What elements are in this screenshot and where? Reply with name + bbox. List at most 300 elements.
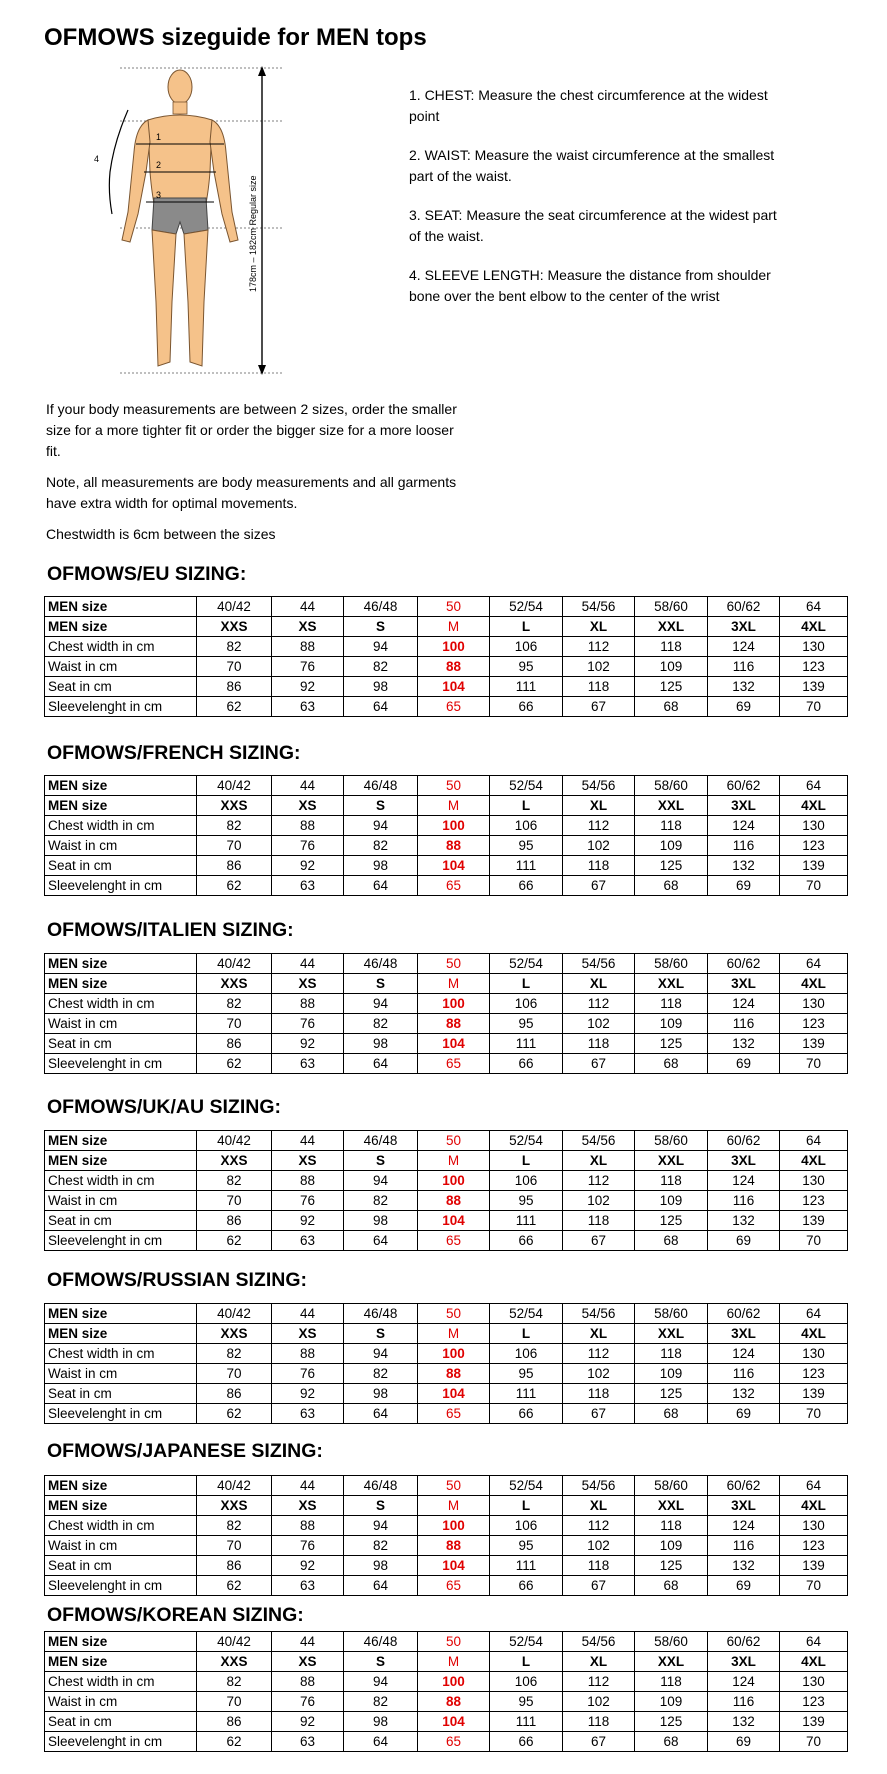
table-cell: 82 — [197, 1344, 272, 1364]
table-row — [45, 796, 848, 816]
table-row — [45, 697, 848, 717]
row-label: MEN size — [45, 1476, 197, 1496]
figure-label-1: 1 — [156, 132, 162, 142]
table-cell: 46/48 — [344, 776, 418, 796]
table-cell: 86 — [197, 1556, 272, 1576]
table-row — [45, 1536, 848, 1556]
table-cell: XXL — [635, 1151, 708, 1171]
row-label: MEN size — [45, 1496, 197, 1516]
table-cell: 60/62 — [708, 1304, 780, 1324]
table-cell: 63 — [272, 1732, 344, 1752]
table-cell: 62 — [197, 1576, 272, 1596]
table-cell: XXS — [197, 617, 272, 637]
table-cell: 132 — [708, 856, 780, 876]
table-cell: 40/42 — [197, 776, 272, 796]
row-label: Sleevelenght in cm — [45, 1054, 197, 1074]
table-cell: 64 — [344, 876, 418, 896]
table-cell: 95 — [490, 1191, 563, 1211]
table-cell: 100 — [418, 1344, 490, 1364]
table-cell: 92 — [272, 1556, 344, 1576]
table-cell: XXS — [197, 1324, 272, 1344]
table-cell: 76 — [272, 1014, 344, 1034]
table-cell: 70 — [197, 1014, 272, 1034]
table-row — [45, 1211, 848, 1231]
table-cell: S — [344, 796, 418, 816]
table-cell: 52/54 — [490, 597, 563, 617]
instruction-waist: 2. WAIST: Measure the waist circumference at the smallest part of the waist. — [409, 147, 775, 184]
table-cell: 70 — [780, 1054, 848, 1074]
table-row — [45, 1344, 848, 1364]
table-cell: 106 — [490, 1171, 563, 1191]
table-cell: 68 — [635, 876, 708, 896]
table-cell: XS — [272, 796, 344, 816]
table-cell: 62 — [197, 1231, 272, 1251]
table-cell: 100 — [418, 1672, 490, 1692]
table-cell: 64 — [780, 597, 848, 617]
table-cell: 112 — [563, 1171, 635, 1191]
table-cell: 64 — [344, 1054, 418, 1074]
table-cell: 111 — [490, 1384, 563, 1404]
row-label: MEN size — [45, 974, 197, 994]
section-title: OFMOWS/RUSSIAN SIZING: — [47, 1269, 307, 1291]
table-cell: L — [490, 1324, 563, 1344]
table-cell: 46/48 — [344, 1632, 418, 1652]
table-cell: 4XL — [780, 1151, 848, 1171]
table-cell: 86 — [197, 1211, 272, 1231]
table-cell: 76 — [272, 1536, 344, 1556]
table-cell: 86 — [197, 1384, 272, 1404]
table-cell: 124 — [708, 816, 780, 836]
instruction-sleeve: 4. SLEEVE LENGTH: Measure the distance from shoulder bone over the bent elbow to the center of the wrist — [409, 267, 771, 304]
table-cell: 125 — [635, 1034, 708, 1054]
table-cell: 112 — [563, 1672, 635, 1692]
table-cell: XXL — [635, 1496, 708, 1516]
table-cell: 66 — [490, 697, 563, 717]
table-cell: S — [344, 1324, 418, 1344]
table-cell: 82 — [344, 1692, 418, 1712]
table-cell: 44 — [272, 1476, 344, 1496]
row-label: Chest width in cm — [45, 1516, 197, 1536]
table-cell: 54/56 — [563, 1476, 635, 1496]
table-cell: 116 — [708, 1364, 780, 1384]
size-table — [44, 953, 848, 1074]
table-cell: 106 — [490, 816, 563, 836]
table-cell: XL — [563, 796, 635, 816]
table-cell: 69 — [708, 1054, 780, 1074]
table-cell: 132 — [708, 1211, 780, 1231]
size-table — [44, 1475, 848, 1596]
table-cell: 67 — [563, 1054, 635, 1074]
table-cell: 63 — [272, 1054, 344, 1074]
table-row — [45, 657, 848, 677]
table-cell: 118 — [563, 677, 635, 697]
table-cell: 123 — [780, 836, 848, 856]
table-cell: 95 — [490, 1364, 563, 1384]
table-row — [45, 597, 848, 617]
table-cell: 132 — [708, 1384, 780, 1404]
row-label: Sleevelenght in cm — [45, 1404, 197, 1424]
table-cell: 88 — [418, 1014, 490, 1034]
table-cell: 118 — [563, 1384, 635, 1404]
table-cell: 123 — [780, 1692, 848, 1712]
table-cell: 104 — [418, 856, 490, 876]
table-cell: 68 — [635, 1231, 708, 1251]
table-cell: 76 — [272, 1692, 344, 1712]
table-cell: 68 — [635, 1054, 708, 1074]
table-cell: 3XL — [708, 617, 780, 637]
table-cell: 63 — [272, 1231, 344, 1251]
table-row — [45, 974, 848, 994]
table-row — [45, 1576, 848, 1596]
table-cell: 44 — [272, 597, 344, 617]
size-table — [44, 1303, 848, 1424]
table-cell: 65 — [418, 876, 490, 896]
row-label: Seat in cm — [45, 856, 197, 876]
table-cell: 54/56 — [563, 776, 635, 796]
table-cell: 68 — [635, 1732, 708, 1752]
table-cell: 125 — [635, 1712, 708, 1732]
table-cell: 102 — [563, 836, 635, 856]
table-cell: 124 — [708, 1516, 780, 1536]
row-label: Sleevelenght in cm — [45, 1576, 197, 1596]
size-table — [44, 596, 848, 717]
table-cell: 109 — [635, 836, 708, 856]
table-cell: 60/62 — [708, 1476, 780, 1496]
row-label: Waist in cm — [45, 1692, 197, 1712]
table-cell: 116 — [708, 657, 780, 677]
table-cell: 50 — [418, 776, 490, 796]
table-cell: 58/60 — [635, 1304, 708, 1324]
table-cell: 67 — [563, 1732, 635, 1752]
table-cell: 132 — [708, 677, 780, 697]
table-cell: 65 — [418, 1732, 490, 1752]
table-cell: 82 — [344, 836, 418, 856]
table-cell: 76 — [272, 657, 344, 677]
table-cell: 64 — [780, 1476, 848, 1496]
table-cell: 69 — [708, 1576, 780, 1596]
table-cell: 95 — [490, 657, 563, 677]
table-cell: 130 — [780, 1516, 848, 1536]
table-row — [45, 1632, 848, 1652]
table-cell: 139 — [780, 1712, 848, 1732]
table-cell: XL — [563, 974, 635, 994]
figure-label-2: 2 — [156, 160, 162, 170]
table-cell: 98 — [344, 1211, 418, 1231]
table-cell: 112 — [563, 637, 635, 657]
row-label: MEN size — [45, 1324, 197, 1344]
table-row — [45, 1384, 848, 1404]
row-label: MEN size — [45, 1632, 197, 1652]
row-label: Waist in cm — [45, 1014, 197, 1034]
table-cell: 63 — [272, 1576, 344, 1596]
table-cell: XXS — [197, 1496, 272, 1516]
table-cell: 102 — [563, 1014, 635, 1034]
table-cell: 54/56 — [563, 1632, 635, 1652]
table-cell: 98 — [344, 677, 418, 697]
table-cell: 116 — [708, 1191, 780, 1211]
table-cell: 76 — [272, 1364, 344, 1384]
table-cell: 98 — [344, 1034, 418, 1054]
table-cell: 109 — [635, 1191, 708, 1211]
table-cell: 88 — [418, 1364, 490, 1384]
table-row — [45, 1692, 848, 1712]
table-cell: 132 — [708, 1556, 780, 1576]
row-label: Waist in cm — [45, 1191, 197, 1211]
table-cell: 100 — [418, 1171, 490, 1191]
table-cell: 112 — [563, 1516, 635, 1536]
row-label: Waist in cm — [45, 657, 197, 677]
table-row — [45, 1171, 848, 1191]
table-cell: 118 — [635, 1171, 708, 1191]
table-cell: 98 — [344, 1712, 418, 1732]
table-cell: 4XL — [780, 1496, 848, 1516]
row-label: MEN size — [45, 1131, 197, 1151]
table-cell: 4XL — [780, 1652, 848, 1672]
table-cell: 46/48 — [344, 597, 418, 617]
table-cell: 46/48 — [344, 954, 418, 974]
table-row — [45, 1304, 848, 1324]
table-cell: 125 — [635, 1384, 708, 1404]
table-cell: 102 — [563, 1191, 635, 1211]
table-cell: 104 — [418, 1211, 490, 1231]
table-cell: 64 — [344, 1732, 418, 1752]
table-cell: 4XL — [780, 796, 848, 816]
table-cell: 111 — [490, 1211, 563, 1231]
table-cell: 82 — [344, 1364, 418, 1384]
instruction-seat: 3. SEAT: Measure the seat circumference at the widest part of the waist. — [409, 207, 777, 244]
table-cell: 106 — [490, 1344, 563, 1364]
section-title: OFMOWS/ITALIEN SIZING: — [47, 919, 294, 941]
table-cell: M — [418, 1151, 490, 1171]
table-cell: 102 — [563, 1364, 635, 1384]
table-cell: 54/56 — [563, 1304, 635, 1324]
table-cell: 66 — [490, 1231, 563, 1251]
table-cell: 94 — [344, 637, 418, 657]
row-label: Chest width in cm — [45, 637, 197, 657]
table-cell: 3XL — [708, 1324, 780, 1344]
table-cell: 3XL — [708, 796, 780, 816]
section-title: OFMOWS/KOREAN SIZING: — [47, 1604, 304, 1626]
table-row — [45, 1054, 848, 1074]
table-cell: M — [418, 1324, 490, 1344]
table-row — [45, 1364, 848, 1384]
table-cell: XXL — [635, 1652, 708, 1672]
table-cell: 44 — [272, 954, 344, 974]
table-cell: 123 — [780, 1536, 848, 1556]
table-cell: 40/42 — [197, 1632, 272, 1652]
table-cell: 58/60 — [635, 1131, 708, 1151]
table-row — [45, 836, 848, 856]
table-cell: 4XL — [780, 617, 848, 637]
figure-label-4: 4 — [94, 154, 100, 164]
table-cell: S — [344, 617, 418, 637]
table-cell: 70 — [780, 876, 848, 896]
note-between-sizes: If your body measurements are between 2 sizes, order the smaller size for a more tighter fit or order the bigger size for a more looser fit. — [46, 401, 457, 459]
table-cell: 50 — [418, 1131, 490, 1151]
table-cell: 62 — [197, 1732, 272, 1752]
table-cell: 44 — [272, 776, 344, 796]
table-cell: 40/42 — [197, 1476, 272, 1496]
table-cell: 125 — [635, 1211, 708, 1231]
table-cell: 88 — [418, 657, 490, 677]
table-cell: 111 — [490, 1556, 563, 1576]
table-cell: 70 — [780, 1231, 848, 1251]
table-cell: 63 — [272, 876, 344, 896]
table-cell: 111 — [490, 1034, 563, 1054]
table-cell: 88 — [418, 1536, 490, 1556]
table-cell: 44 — [272, 1131, 344, 1151]
table-cell: 69 — [708, 876, 780, 896]
figure-label-3: 3 — [156, 190, 162, 200]
table-cell: 82 — [197, 1672, 272, 1692]
table-cell: 125 — [635, 856, 708, 876]
table-cell: 58/60 — [635, 1476, 708, 1496]
table-row — [45, 637, 848, 657]
row-label: MEN size — [45, 1151, 197, 1171]
row-label: Chest width in cm — [45, 994, 197, 1014]
table-cell: 112 — [563, 816, 635, 836]
table-cell: 40/42 — [197, 954, 272, 974]
table-cell: 98 — [344, 856, 418, 876]
table-cell: 70 — [197, 836, 272, 856]
table-cell: 118 — [563, 1211, 635, 1231]
table-cell: 82 — [197, 1516, 272, 1536]
table-cell: XS — [272, 617, 344, 637]
row-label: Sleevelenght in cm — [45, 876, 197, 896]
table-cell: 94 — [344, 1672, 418, 1692]
row-label: Waist in cm — [45, 836, 197, 856]
table-row — [45, 1516, 848, 1536]
table-cell: 88 — [418, 836, 490, 856]
note-body-measurements: Note, all measurements are body measurements and all garments have extra width for optimal movements. — [46, 474, 457, 511]
table-cell: 139 — [780, 856, 848, 876]
table-cell: 70 — [197, 657, 272, 677]
size-table — [44, 775, 848, 896]
table-cell: 68 — [635, 1576, 708, 1596]
table-cell: 62 — [197, 876, 272, 896]
table-cell: 86 — [197, 1712, 272, 1732]
table-cell: 82 — [197, 994, 272, 1014]
table-cell: 3XL — [708, 1652, 780, 1672]
table-row — [45, 1652, 848, 1672]
table-cell: S — [344, 1151, 418, 1171]
table-cell: 124 — [708, 1344, 780, 1364]
table-cell: 44 — [272, 1304, 344, 1324]
table-cell: XXS — [197, 796, 272, 816]
table-cell: 112 — [563, 1344, 635, 1364]
table-cell: 67 — [563, 697, 635, 717]
section-title: OFMOWS/JAPANESE SIZING: — [47, 1440, 323, 1462]
table-cell: S — [344, 974, 418, 994]
table-row — [45, 1151, 848, 1171]
table-cell: 109 — [635, 1014, 708, 1034]
height-label: 178cm – 182cm Regular size — [248, 175, 258, 292]
table-cell: 46/48 — [344, 1131, 418, 1151]
row-label: Chest width in cm — [45, 1672, 197, 1692]
table-cell: 88 — [272, 1516, 344, 1536]
table-cell: 63 — [272, 697, 344, 717]
table-cell: XXS — [197, 974, 272, 994]
table-cell: 65 — [418, 1576, 490, 1596]
table-cell: 104 — [418, 1556, 490, 1576]
table-cell: XXS — [197, 1151, 272, 1171]
table-cell: 132 — [708, 1034, 780, 1054]
table-cell: 3XL — [708, 1151, 780, 1171]
table-cell: 118 — [563, 1556, 635, 1576]
table-cell: 52/54 — [490, 1131, 563, 1151]
table-cell: 106 — [490, 1672, 563, 1692]
table-cell: 104 — [418, 677, 490, 697]
table-cell: XS — [272, 1496, 344, 1516]
table-cell: 65 — [418, 697, 490, 717]
table-cell: 3XL — [708, 1496, 780, 1516]
table-row — [45, 1191, 848, 1211]
section-title: OFMOWS/UK/AU SIZING: — [47, 1096, 281, 1118]
table-cell: 88 — [272, 994, 344, 1014]
size-table — [44, 1130, 848, 1251]
section-title: OFMOWS/EU SIZING: — [47, 563, 247, 585]
table-cell: 88 — [272, 1672, 344, 1692]
table-cell: XL — [563, 1324, 635, 1344]
sizing-notes — [46, 399, 466, 555]
table-cell: 66 — [490, 1576, 563, 1596]
table-row — [45, 677, 848, 697]
table-cell: 82 — [344, 1014, 418, 1034]
table-cell: XL — [563, 1496, 635, 1516]
table-cell: 46/48 — [344, 1476, 418, 1496]
table-cell: 94 — [344, 1171, 418, 1191]
table-cell: 54/56 — [563, 597, 635, 617]
table-cell: 92 — [272, 1712, 344, 1732]
table-row — [45, 954, 848, 974]
table-cell: 124 — [708, 1171, 780, 1191]
table-cell: 60/62 — [708, 1131, 780, 1151]
table-cell: 102 — [563, 1692, 635, 1712]
table-cell: 104 — [418, 1384, 490, 1404]
table-cell: XXL — [635, 974, 708, 994]
table-row — [45, 876, 848, 896]
table-cell: 112 — [563, 994, 635, 1014]
table-cell: 40/42 — [197, 1304, 272, 1324]
table-row — [45, 1324, 848, 1344]
table-row — [45, 617, 848, 637]
table-cell: 139 — [780, 1384, 848, 1404]
table-cell: 60/62 — [708, 1632, 780, 1652]
table-cell: M — [418, 796, 490, 816]
instruction-chest: 1. CHEST: Measure the chest circumference at the widest point — [409, 87, 768, 124]
table-cell: 65 — [418, 1054, 490, 1074]
table-cell: 116 — [708, 836, 780, 856]
row-label: Waist in cm — [45, 1364, 197, 1384]
table-cell: 70 — [780, 1404, 848, 1424]
table-cell: 123 — [780, 657, 848, 677]
table-cell: 106 — [490, 994, 563, 1014]
table-row — [45, 1496, 848, 1516]
table-cell: 92 — [272, 856, 344, 876]
table-cell: 118 — [635, 1516, 708, 1536]
table-cell: 118 — [563, 1034, 635, 1054]
table-cell: L — [490, 1151, 563, 1171]
row-label: MEN size — [45, 1652, 197, 1672]
table-cell: 4XL — [780, 974, 848, 994]
table-cell: 104 — [418, 1712, 490, 1732]
table-cell: 64 — [780, 954, 848, 974]
table-cell: XS — [272, 1324, 344, 1344]
table-cell: 63 — [272, 1404, 344, 1424]
row-label: Seat in cm — [45, 1712, 197, 1732]
table-cell: 67 — [563, 876, 635, 896]
table-cell: 76 — [272, 1191, 344, 1211]
